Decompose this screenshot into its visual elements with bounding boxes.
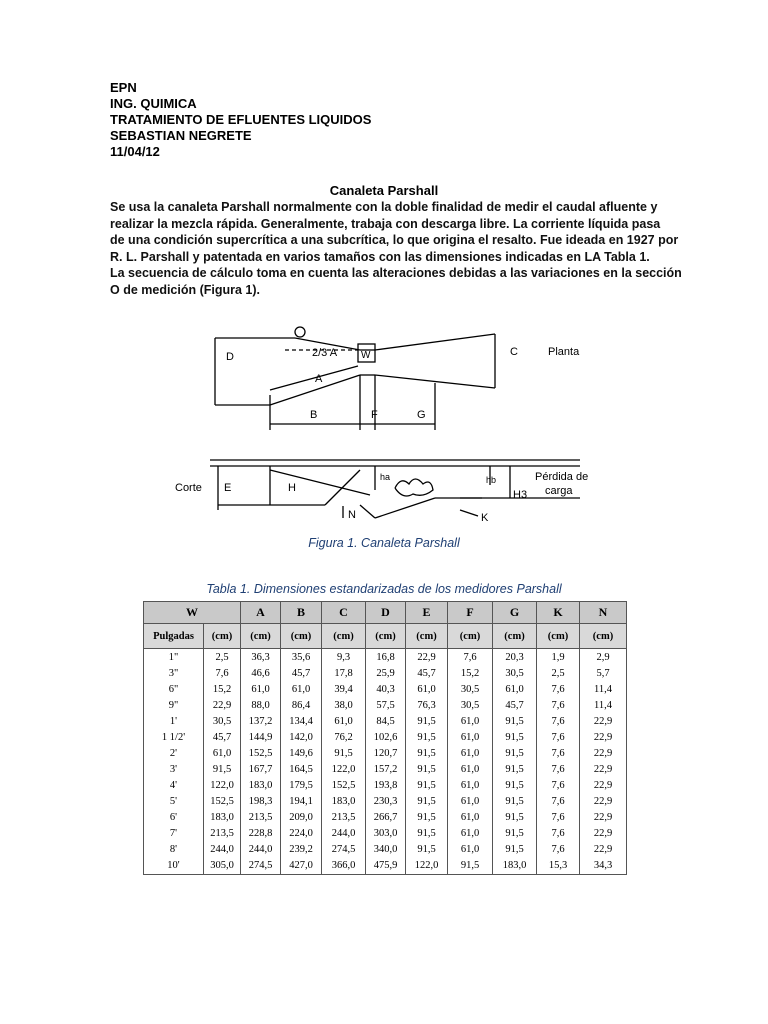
header-institution: EPN <box>110 80 137 95</box>
header-n: N <box>580 602 627 624</box>
section-hydraulic-jump <box>395 479 433 496</box>
header-c: C <box>322 602 366 624</box>
table-cell: 61,0 <box>448 794 493 810</box>
section-water-profile <box>270 470 370 495</box>
table-cell: 102,6 <box>366 729 406 745</box>
table-cell: 22,9 <box>580 778 627 794</box>
table-cell: 244,0 <box>204 842 241 858</box>
header-d: D <box>366 602 406 624</box>
table-cell: 91,5 <box>493 713 537 729</box>
table-cell: 2,9 <box>580 649 627 666</box>
intro-line: Se usa la canaleta Parshall normalmente con la doble finalidad de medir el caudal afluente y <box>110 200 658 214</box>
unit-cm: (cm) <box>448 624 493 649</box>
label-perdida-1: Pérdida de <box>535 471 589 483</box>
table-cell: 142,0 <box>281 729 322 745</box>
table-cell: 61,0 <box>448 761 493 777</box>
table-cell: 230,3 <box>366 794 406 810</box>
table-cell: 91,5 <box>493 826 537 842</box>
size-inches-cell: 7' <box>144 826 204 842</box>
table-cell: 91,5 <box>406 794 448 810</box>
table-row <box>144 665 627 681</box>
table-cell: 84,5 <box>366 713 406 729</box>
table-cell: 209,0 <box>281 810 322 826</box>
table-cell: 91,5 <box>493 794 537 810</box>
table-cell: 15,2 <box>204 681 241 697</box>
size-inches-cell: 1 1/2' <box>144 729 204 745</box>
header-author: SEBASTIAN NEGRETE <box>110 128 252 143</box>
table-cell: 194,1 <box>281 794 322 810</box>
plan-dim-A <box>270 366 358 390</box>
header-w: W <box>144 602 241 624</box>
table-cell: 57,5 <box>366 697 406 713</box>
size-inches-cell: 1' <box>144 713 204 729</box>
table-cell: 152,5 <box>241 745 281 761</box>
size-inches-cell: 6' <box>144 810 204 826</box>
label-B: B <box>310 409 318 421</box>
label-A: A <box>315 373 323 385</box>
table-row <box>144 697 627 713</box>
size-inches-cell: 8' <box>144 842 204 858</box>
intro-line: R. L. Parshall y patentada en varios tamaños con las dimensiones indicadas en LA Tabla 1. <box>110 249 650 264</box>
table-cell: 179,5 <box>281 778 322 794</box>
table-cell: 61,0 <box>281 681 322 697</box>
table-cell: 15,3 <box>537 858 580 875</box>
table-cell: 91,5 <box>493 810 537 826</box>
table-cell: 61,0 <box>448 778 493 794</box>
table-cell: 22,9 <box>580 713 627 729</box>
section-K-leader <box>460 510 478 516</box>
table-cell: 22,9 <box>204 697 241 713</box>
table-cell: 340,0 <box>366 842 406 858</box>
table-cell: 7,6 <box>537 745 580 761</box>
table-cell: 122,0 <box>322 761 366 777</box>
table-cell: 152,5 <box>322 778 366 794</box>
table-cell: 5,7 <box>580 665 627 681</box>
table-cell: 35,6 <box>281 649 322 666</box>
table-cell: 366,0 <box>322 858 366 875</box>
table-cell: 11,4 <box>580 697 627 713</box>
size-inches-cell: 1" <box>144 649 204 666</box>
header-department: ING. QUIMICA <box>110 96 197 111</box>
table-cell: 7,6 <box>537 778 580 794</box>
table-cell: 45,7 <box>204 729 241 745</box>
table-cell: 244,0 <box>241 842 281 858</box>
table-row <box>144 794 627 810</box>
table-cell: 22,9 <box>580 729 627 745</box>
table-cell: 1,9 <box>537 649 580 666</box>
table-cell: 61,0 <box>322 713 366 729</box>
table-cell: 34,3 <box>580 858 627 875</box>
table-cell: 61,0 <box>493 681 537 697</box>
table-cell: 303,0 <box>366 826 406 842</box>
document-title: Canaleta Parshall <box>329 183 439 198</box>
table-row <box>144 745 627 761</box>
label-two-thirds-A: 2/3 A <box>312 347 338 359</box>
table-cell: 7,6 <box>537 713 580 729</box>
table-cell: 149,6 <box>281 745 322 761</box>
table-cell: 7,6 <box>537 810 580 826</box>
table-cell: 15,2 <box>448 665 493 681</box>
table-cell: 134,4 <box>281 713 322 729</box>
label-F: F <box>371 409 378 421</box>
table-cell: 239,2 <box>281 842 322 858</box>
table-caption: Tabla 1. Dimensiones estandarizadas de los medidores Parshall <box>206 582 562 596</box>
table-cell: 164,5 <box>281 761 322 777</box>
table-cell: 61,0 <box>448 810 493 826</box>
label-ha: ha <box>380 472 391 482</box>
header-e: E <box>406 602 448 624</box>
unit-cm: (cm) <box>281 624 322 649</box>
table-row <box>144 778 627 794</box>
table-cell: 213,5 <box>322 810 366 826</box>
label-planta: Planta <box>548 346 580 358</box>
table-cell: 22,9 <box>580 745 627 761</box>
table-cell: 244,0 <box>322 826 366 842</box>
table-cell: 183,0 <box>241 778 281 794</box>
table-cell: 86,4 <box>281 697 322 713</box>
table-cell: 30,5 <box>204 713 241 729</box>
table-cell: 183,0 <box>322 794 366 810</box>
table-cell: 20,3 <box>493 649 537 666</box>
header-course: TRATAMIENTO DE EFLUENTES LIQUIDOS <box>110 112 372 127</box>
label-C: C <box>510 346 518 358</box>
label-W: W <box>361 350 371 361</box>
table-row <box>144 713 627 729</box>
table-cell: 40,3 <box>366 681 406 697</box>
unit-cm: (cm) <box>322 624 366 649</box>
intro-paragraph <box>110 199 682 298</box>
table-cell: 2,5 <box>204 649 241 666</box>
table-cell: 22,9 <box>580 826 627 842</box>
table-cell: 91,5 <box>493 778 537 794</box>
table-cell: 61,0 <box>204 745 241 761</box>
table-cell: 305,0 <box>204 858 241 875</box>
table-cell: 91,5 <box>406 745 448 761</box>
table-row <box>144 842 627 858</box>
parshall-flume-diagram <box>160 320 620 530</box>
table-row <box>144 761 627 777</box>
table-cell: 122,0 <box>204 778 241 794</box>
section-floor-exit <box>375 498 435 518</box>
table-cell: 88,0 <box>241 697 281 713</box>
table-cell: 193,8 <box>366 778 406 794</box>
table-cell: 91,5 <box>406 842 448 858</box>
table-cell: 22,9 <box>580 842 627 858</box>
table-cell: 16,8 <box>366 649 406 666</box>
size-inches-cell: 6" <box>144 681 204 697</box>
label-D: D <box>226 351 234 363</box>
intro-line: de una condición supercrítica a una subcrítica, lo que origina el resalto. Fue ideada en 1927 por <box>110 233 679 247</box>
table-cell: 224,0 <box>281 826 322 842</box>
table-cell: 9,3 <box>322 649 366 666</box>
table-cell: 7,6 <box>537 826 580 842</box>
table-cell: 91,5 <box>406 713 448 729</box>
table-cell: 7,6 <box>448 649 493 666</box>
table-row <box>144 729 627 745</box>
size-inches-cell: 4' <box>144 778 204 794</box>
size-inches-cell: 5' <box>144 794 204 810</box>
table-cell: 22,9 <box>580 761 627 777</box>
section-floor-throat <box>360 505 375 518</box>
table-cell: 91,5 <box>448 858 493 875</box>
table-cell: 274,5 <box>322 842 366 858</box>
size-inches-cell: 3' <box>144 761 204 777</box>
table-cell: 266,7 <box>366 810 406 826</box>
unit-cm: (cm) <box>580 624 627 649</box>
unit-cm: (cm) <box>406 624 448 649</box>
label-N: N <box>348 509 356 521</box>
figure-caption: Figura 1. Canaleta Parshall <box>308 536 460 550</box>
size-inches-cell: 2' <box>144 745 204 761</box>
table-cell: 22,9 <box>580 794 627 810</box>
table-cell: 7,6 <box>204 665 241 681</box>
table-cell: 46,6 <box>241 665 281 681</box>
table-cell: 39,4 <box>322 681 366 697</box>
plan-top-wall-diverge <box>375 334 495 350</box>
unit-cm: (cm) <box>241 624 281 649</box>
table-cell: 427,0 <box>281 858 322 875</box>
table-cell: 45,7 <box>281 665 322 681</box>
table-cell: 38,0 <box>322 697 366 713</box>
label-perdida-2: carga <box>545 485 573 497</box>
unit-cm: (cm) <box>537 624 580 649</box>
table-cell: 30,5 <box>448 681 493 697</box>
table-cell: 61,0 <box>448 713 493 729</box>
header-f: F <box>448 602 493 624</box>
table-cell: 91,5 <box>493 842 537 858</box>
table-cell: 45,7 <box>406 665 448 681</box>
table-cell: 30,5 <box>448 697 493 713</box>
header-a: A <box>241 602 281 624</box>
table-cell: 30,5 <box>493 665 537 681</box>
unit-cm: (cm) <box>366 624 406 649</box>
table-cell: 7,6 <box>537 842 580 858</box>
table-cell: 7,6 <box>537 794 580 810</box>
header-date: 11/04/12 <box>110 144 160 159</box>
table-cell: 144,9 <box>241 729 281 745</box>
document-header <box>110 80 371 160</box>
table-cell: 228,8 <box>241 826 281 842</box>
table-cell: 7,6 <box>537 761 580 777</box>
label-G: G <box>417 409 426 421</box>
table-cell: 198,3 <box>241 794 281 810</box>
table-cell: 213,5 <box>204 826 241 842</box>
table-cell: 61,0 <box>448 842 493 858</box>
table-cell: 91,5 <box>406 778 448 794</box>
table-cell: 91,5 <box>493 745 537 761</box>
table-cell: 213,5 <box>241 810 281 826</box>
table-row <box>144 649 627 666</box>
table-cell: 137,2 <box>241 713 281 729</box>
table-row <box>144 826 627 842</box>
table-cell: 91,5 <box>204 761 241 777</box>
label-H: H <box>288 482 296 494</box>
table-cell: 76,3 <box>406 697 448 713</box>
plan-measuring-point <box>295 327 305 337</box>
unit-cm: (cm) <box>204 624 241 649</box>
intro-line: O de medición (Figura 1). <box>110 282 261 297</box>
table-cell: 475,9 <box>366 858 406 875</box>
size-inches-cell: 9" <box>144 697 204 713</box>
table-cell: 120,7 <box>366 745 406 761</box>
table-cell: 61,0 <box>406 681 448 697</box>
label-E: E <box>224 482 232 494</box>
table-cell: 7,6 <box>537 681 580 697</box>
table-cell: 17,8 <box>322 665 366 681</box>
table-cell: 91,5 <box>406 729 448 745</box>
header-b: B <box>281 602 322 624</box>
table-cell: 11,4 <box>580 681 627 697</box>
header-k: K <box>537 602 580 624</box>
table-cell: 2,5 <box>537 665 580 681</box>
table-cell: 22,9 <box>580 810 627 826</box>
table-cell: 167,7 <box>241 761 281 777</box>
table-cell: 122,0 <box>406 858 448 875</box>
table-cell: 36,3 <box>241 649 281 666</box>
label-K: K <box>481 512 489 524</box>
table-cell: 22,9 <box>406 649 448 666</box>
table-cell: 91,5 <box>493 761 537 777</box>
table-cell: 61,0 <box>448 826 493 842</box>
table-cell: 91,5 <box>322 745 366 761</box>
table-row <box>144 858 627 875</box>
table-cell: 45,7 <box>493 697 537 713</box>
table-cell: 274,5 <box>241 858 281 875</box>
unit-pulgadas: Pulgadas <box>144 624 204 649</box>
table-cell: 91,5 <box>493 729 537 745</box>
table-cell: 152,5 <box>204 794 241 810</box>
label-H3: H3 <box>513 489 528 501</box>
table-cell: 91,5 <box>406 810 448 826</box>
table-row <box>144 681 627 697</box>
size-inches-cell: 10' <box>144 858 204 875</box>
table-cell: 61,0 <box>448 729 493 745</box>
table-cell: 61,0 <box>241 681 281 697</box>
size-inches-cell: 3" <box>144 665 204 681</box>
table-cell: 25,9 <box>366 665 406 681</box>
unit-cm: (cm) <box>493 624 537 649</box>
table-cell: 91,5 <box>406 761 448 777</box>
table-row <box>144 810 627 826</box>
table-cell: 183,0 <box>493 858 537 875</box>
header-g: G <box>493 602 537 624</box>
table-cell: 76,2 <box>322 729 366 745</box>
table-cell: 7,6 <box>537 697 580 713</box>
table-cell: 157,2 <box>366 761 406 777</box>
table-cell: 91,5 <box>406 826 448 842</box>
parshall-dimensions-table <box>143 601 627 875</box>
table-cell: 61,0 <box>448 745 493 761</box>
table-cell: 7,6 <box>537 729 580 745</box>
table-cell: 183,0 <box>204 810 241 826</box>
intro-line: La secuencia de cálculo toma en cuenta las alteraciones debidas a las variaciones en la sección <box>110 266 682 280</box>
label-corte: Corte <box>175 482 202 494</box>
label-hb: hb <box>486 475 497 485</box>
intro-line: realizar la mezcla rápida. Generalmente, trabaja con descarga libre. La corriente líquida pasa <box>110 216 661 231</box>
